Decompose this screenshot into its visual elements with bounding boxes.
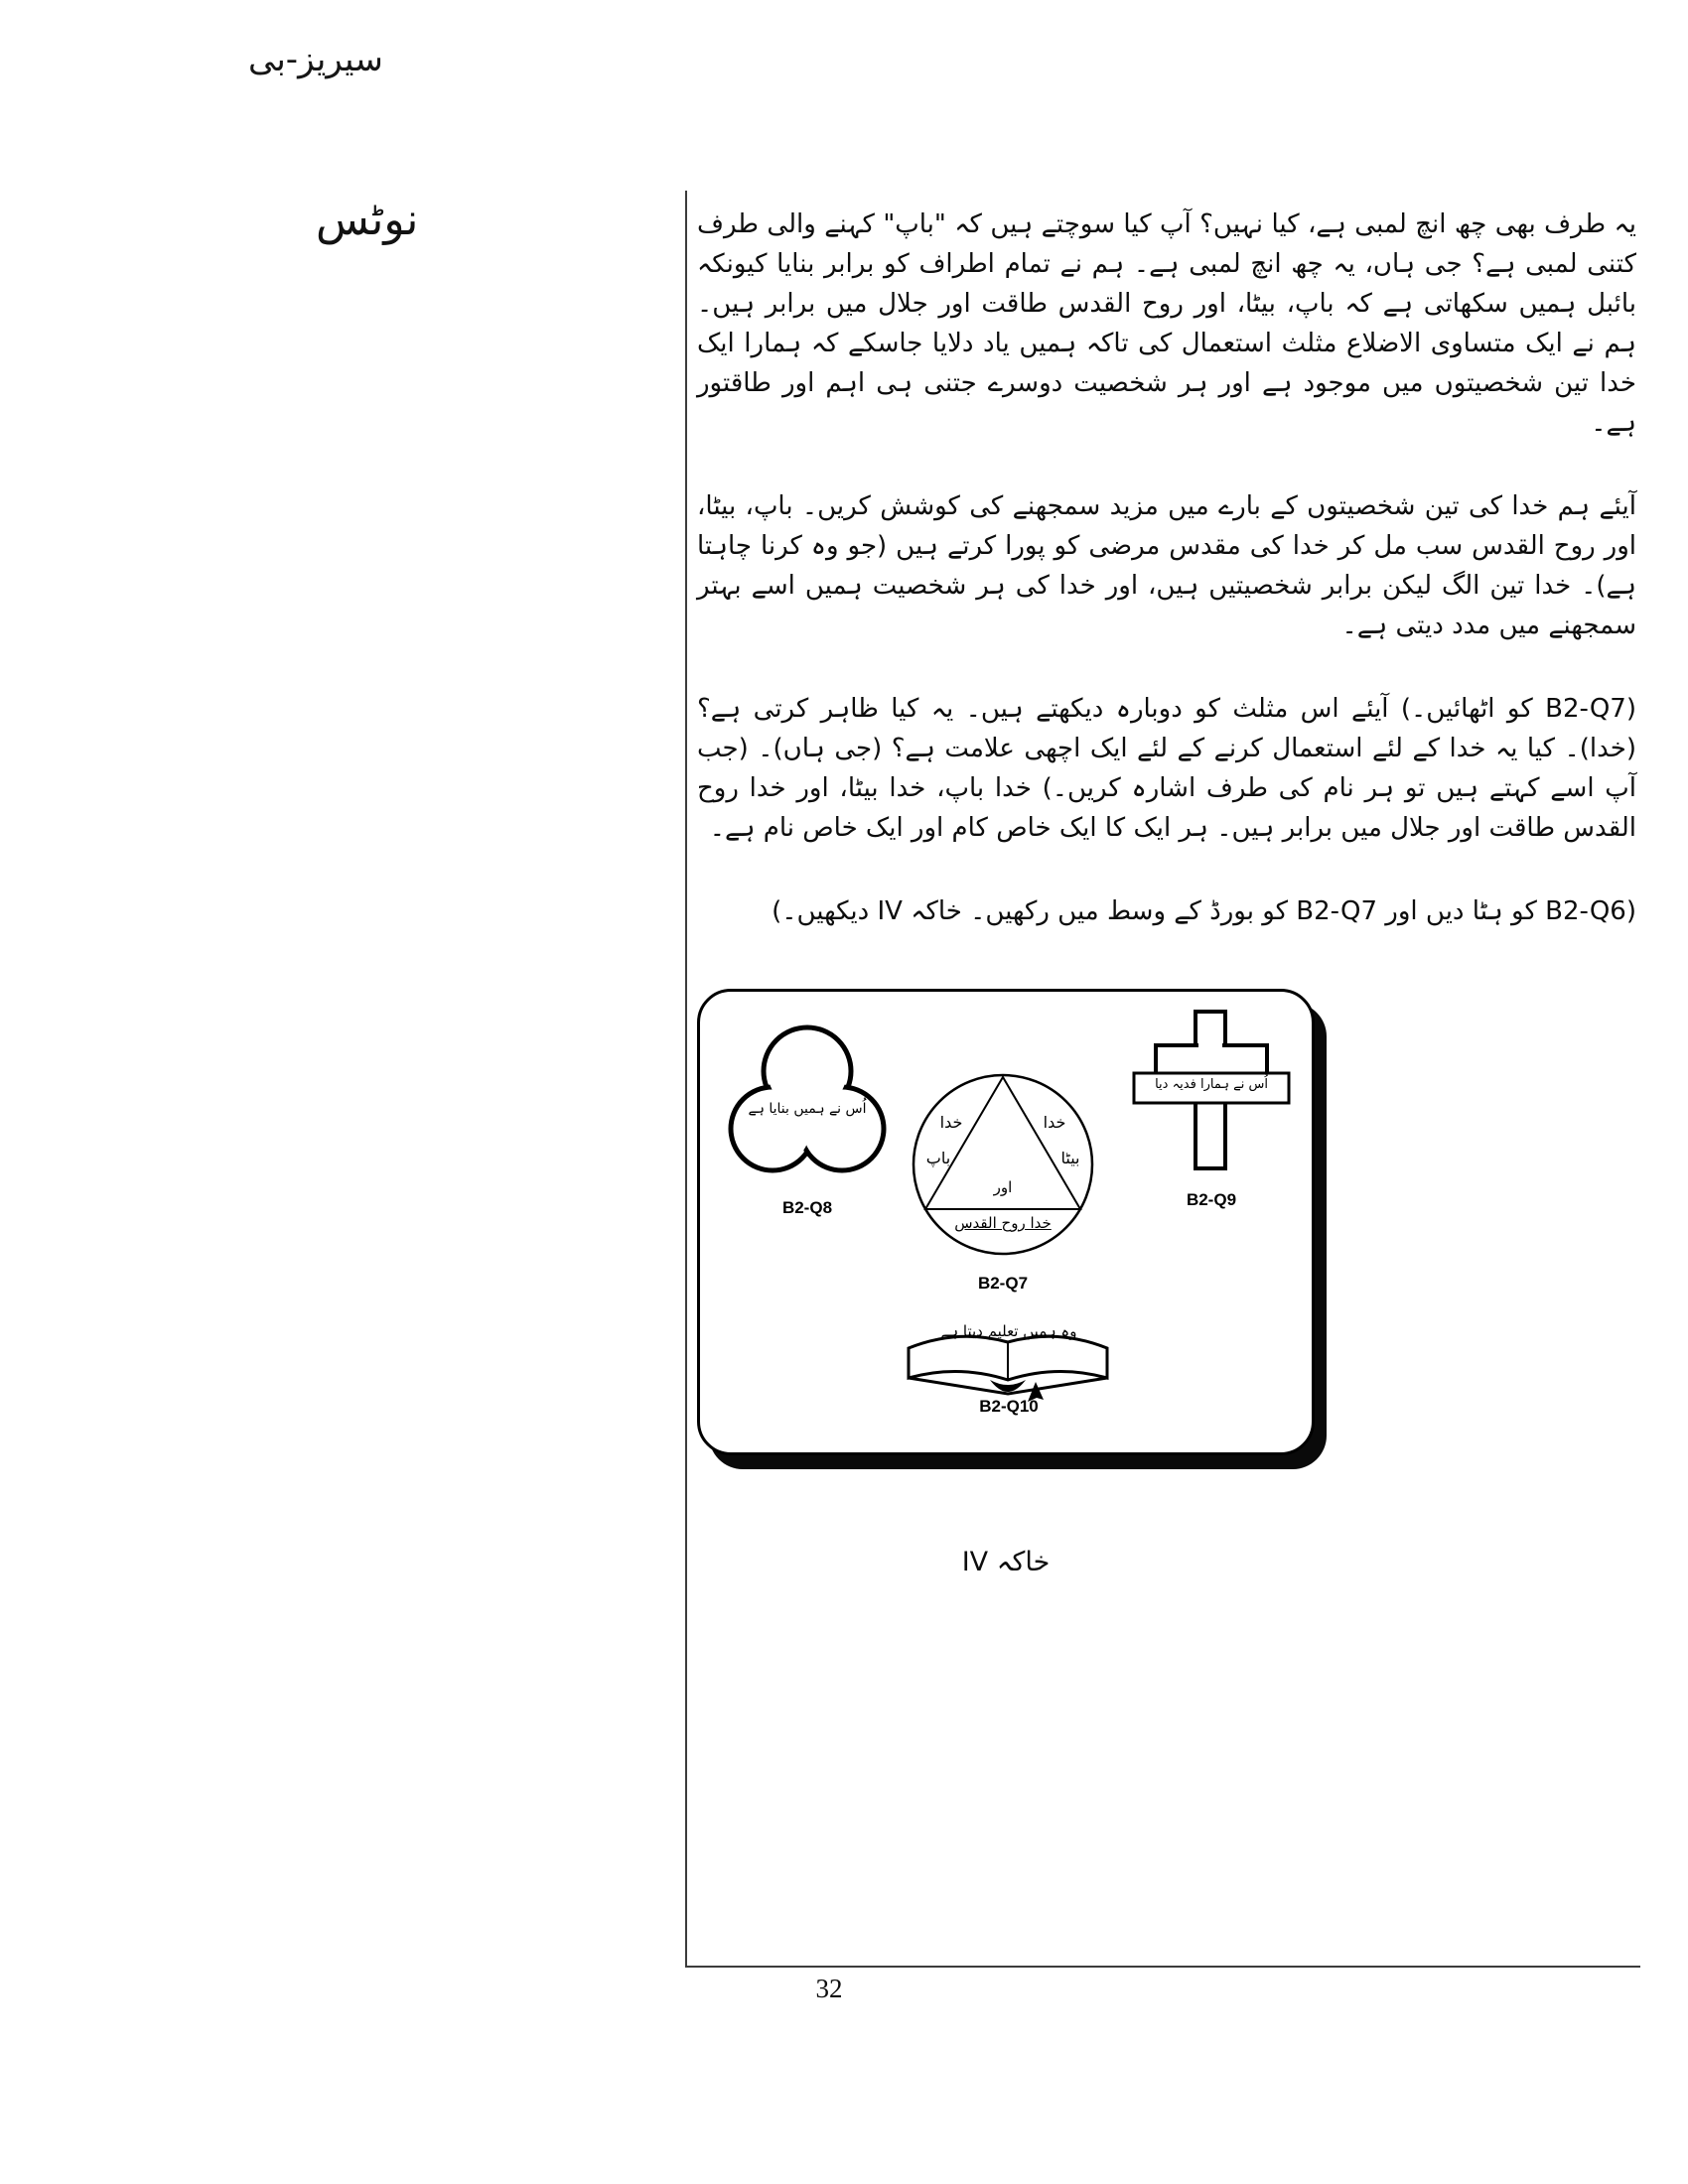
paragraph-3: (B2-Q7 کو اٹھائیں۔) آیئے اس مثلث کو دوبارہ دیکھتے ہیں۔ یہ کیا ظاہر کرتی ہے؟ (خدا)۔ کیا یہ خدا کے لئے استعمال کرنے کے لئے ایک اچھی علامت ہے؟ (جی ہاں)۔ (جب آپ اسے کہتے ہیں تو ہر نام کی طرف اشارہ کریں۔) خدا باپ، خدا بیٹا، اور خدا روح القدس طاقت اور جلال میں برابر ہیں۔ ہر ایک کا ایک خاص کام اور ایک خاص نام ہے۔	[697, 694, 1636, 843]
trinity-holy-spirit: خدا روح القدس	[954, 1214, 1052, 1232]
trinity-son: بیٹا	[1060, 1149, 1080, 1167]
figure-caption: خاکہ IV	[961, 1547, 1051, 1577]
trefoil-shape	[720, 1018, 895, 1192]
cross-shape	[1132, 1008, 1291, 1186]
paragraph-4: (B2-Q6 کو ہٹا دیں اور B2-Q7 کو بورڈ کے وسط میں رکھیں۔ خاکہ IV دیکھیں۔)	[772, 896, 1636, 926]
cross-banner-text: اُس نے ہمارا فدیہ دیا	[1155, 1077, 1268, 1092]
book-clasp-icon	[990, 1380, 1026, 1392]
label-b2q8: B2-Q8	[781, 1198, 833, 1217]
trinity-god-left: خدا	[939, 1113, 963, 1132]
label-b2q9: B2-Q9	[1186, 1190, 1237, 1209]
trefoil-text: اُس نے ہمیں بنایا ہے	[748, 1101, 867, 1117]
margin-notes-label: نوٹس	[316, 195, 419, 245]
trinity-father: باپ	[925, 1149, 951, 1167]
content-cell	[685, 191, 1640, 1968]
cross-icon	[1132, 1008, 1291, 1186]
paragraph-1: یہ طرف بھی چھ انچ لمبی ہے، کیا نہیں؟ آپ کیا سوچتے ہیں کہ "باپ" کہنے والی طرف کتنی لمبی ہے؟ جی ہاں، یہ چھ انچ لمبی ہے۔ ہم نے تمام اطراف کو برابر بنایا کیونکہ بائبل ہمیں سکھاتی ہے کہ باپ، بیٹا، اور روح القدس طاقت اور جلال میں برابر ہیں۔ ہم نے ایک متساوی الاضلاع مثلث استعمال کی تاکہ ہمیں یاد دلایا جاسکے کہ ہمارا ایک خدا تین شخصیتوں میں موجود ہے اور ہر شخصیت دوسرے جتنی ہی اہم اور طاقتور ہے۔	[697, 209, 1636, 438]
paragraph-2: آیئے ہم خدا کی تین شخصیتوں کے بارے میں مزید سمجھنے کی کوشش کریں۔ باپ، بیٹا، اور روح القدس سب مل کر خدا کی مقدس مرضی کو پورا کرتے ہیں (جو وہ کرنا چاہتا ہے)۔ خدا تین الگ لیکن برابر شخصیتیں ہیں، اور خدا کی ہر شخصیت ہمیں اسے بہتر سمجھنے میں مدد دیتی ہے۔	[697, 491, 1636, 640]
label-b2q10: B2-Q10	[979, 1397, 1039, 1416]
trinity-diagram	[906, 1067, 1100, 1262]
page-number: 32	[815, 1974, 843, 2003]
book-text: وہ ہمیں تعلیم دیتا ہے	[940, 1322, 1077, 1340]
series-title: سیریز-بی	[248, 40, 383, 79]
trinity-god-right: خدا	[1043, 1113, 1066, 1132]
label-b2q7: B2-Q7	[977, 1274, 1029, 1293]
flannelgraph-figure-box	[697, 989, 1315, 1455]
trinity-and: اور	[993, 1178, 1013, 1196]
